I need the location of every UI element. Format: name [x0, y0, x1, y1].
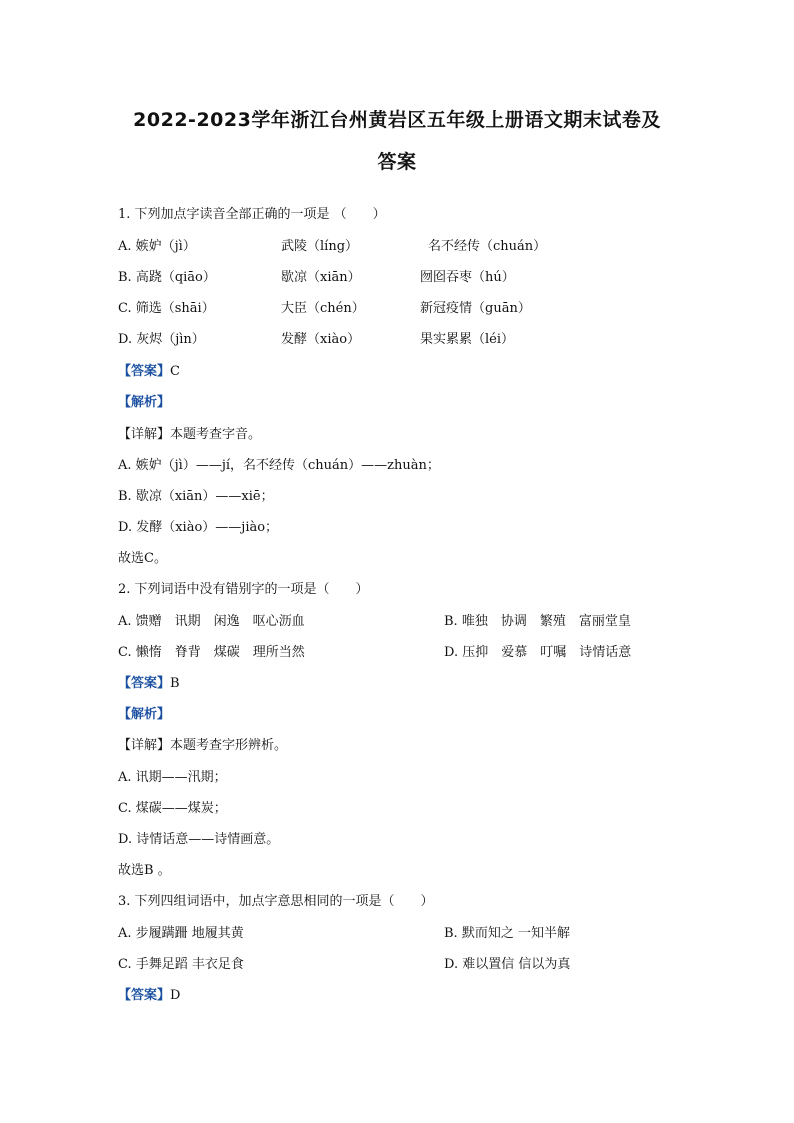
question-1-stem: 1. 下列加点字读音全部正确的一项是 （ ） — [118, 207, 386, 222]
detail-tag: 【详解】 — [118, 427, 171, 442]
q3-option-c: C. 手舞足蹈 丰衣足食 — [118, 957, 244, 972]
q2-explain-d: D. 诗情话意——诗情画意。 — [118, 832, 280, 847]
q2-explain-a: A. 讯期——汛期； — [118, 770, 227, 785]
answer-tag: 【答案】 — [118, 676, 171, 691]
question-2-stem: 2. 下列词语中没有错别字的一项是（ ） — [118, 582, 369, 597]
question-3-stem: 3. 下列四组词语中，加点字意思相同的一项是（ ） — [118, 894, 434, 909]
q1-option-a-2: 武陵（líng） — [281, 239, 359, 254]
detail-tag: 【详解】 — [118, 738, 171, 753]
q3-answer — [118, 987, 180, 1005]
answer-value: C — [170, 364, 180, 379]
q1-option-d-3: 果实累累（léi） — [420, 332, 515, 347]
answer-tag: 【答案】 — [118, 988, 171, 1003]
q3-option-d: D. 难以置信 信以为真 — [444, 957, 571, 972]
detail-text: 本题考查字形辨析。 — [170, 738, 288, 753]
q1-answer — [118, 363, 180, 381]
q1-analysis — [118, 394, 170, 412]
analysis-tag: 【解析】 — [118, 707, 171, 722]
q2-option-c: C. 懒惰 脊背 煤碳 理所当然 — [118, 645, 305, 660]
q1-explain-b: B. 歇凉（xiān）——xiē； — [118, 489, 274, 504]
q1-option-c-1: C. 筛选（shāi） — [118, 301, 215, 316]
analysis-tag: 【解析】 — [118, 395, 171, 410]
q2-conclusion: 故选B 。 — [118, 863, 171, 878]
q1-option-d-2: 发酵（xiào） — [281, 332, 361, 347]
q1-detail — [118, 426, 261, 444]
document-title-line1: 2022-2023学年浙江台州黄岩区五年级上册语文期末试卷及 — [133, 109, 661, 131]
q2-explain-c: C. 煤碳——煤炭； — [118, 801, 227, 816]
q1-option-c-2: 大臣（chén） — [281, 301, 365, 316]
q3-option-b: B. 默而知之 一知半解 — [444, 926, 570, 941]
q1-conclusion: 故选C。 — [118, 551, 167, 566]
answer-value: B — [170, 676, 180, 691]
q2-option-a: A. 馈赠 讯期 闲逸 呕心沥血 — [118, 614, 305, 629]
q2-option-b: B. 唯独 协调 繁殖 富丽堂皇 — [444, 614, 631, 629]
q1-option-c-3: 新冠疫情（guān） — [420, 301, 531, 316]
q1-explain-d: D. 发酵（xiào）——jiào； — [118, 520, 279, 535]
document-title-line2: 答案 — [377, 151, 417, 173]
answer-tag: 【答案】 — [118, 364, 171, 379]
q2-option-d: D. 压抑 爱慕 叮嘱 诗情话意 — [444, 645, 632, 660]
detail-text: 本题考查字音。 — [170, 427, 262, 442]
q1-option-b-2: 歇凉（xiān） — [281, 270, 361, 285]
q1-explain-a: A. 嫉妒（jì）——jí，名不经传（chuán）——zhuàn； — [118, 458, 440, 473]
q2-answer — [118, 675, 180, 693]
q3-option-a: A. 步履蹒跚 地履其黄 — [118, 926, 244, 941]
q1-option-d-1: D. 灰烬（jìn） — [118, 332, 205, 347]
q1-option-b-3: 囫囵吞枣（hú） — [420, 270, 515, 285]
q1-option-b-1: B. 高跷（qiāo） — [118, 270, 216, 285]
answer-value: D — [170, 988, 181, 1003]
q2-detail — [118, 737, 287, 755]
q2-analysis — [118, 706, 170, 724]
q1-option-a-3: 名不经传（chuán） — [428, 239, 547, 254]
q1-option-a-1: A. 嫉妒（jì） — [118, 239, 196, 254]
